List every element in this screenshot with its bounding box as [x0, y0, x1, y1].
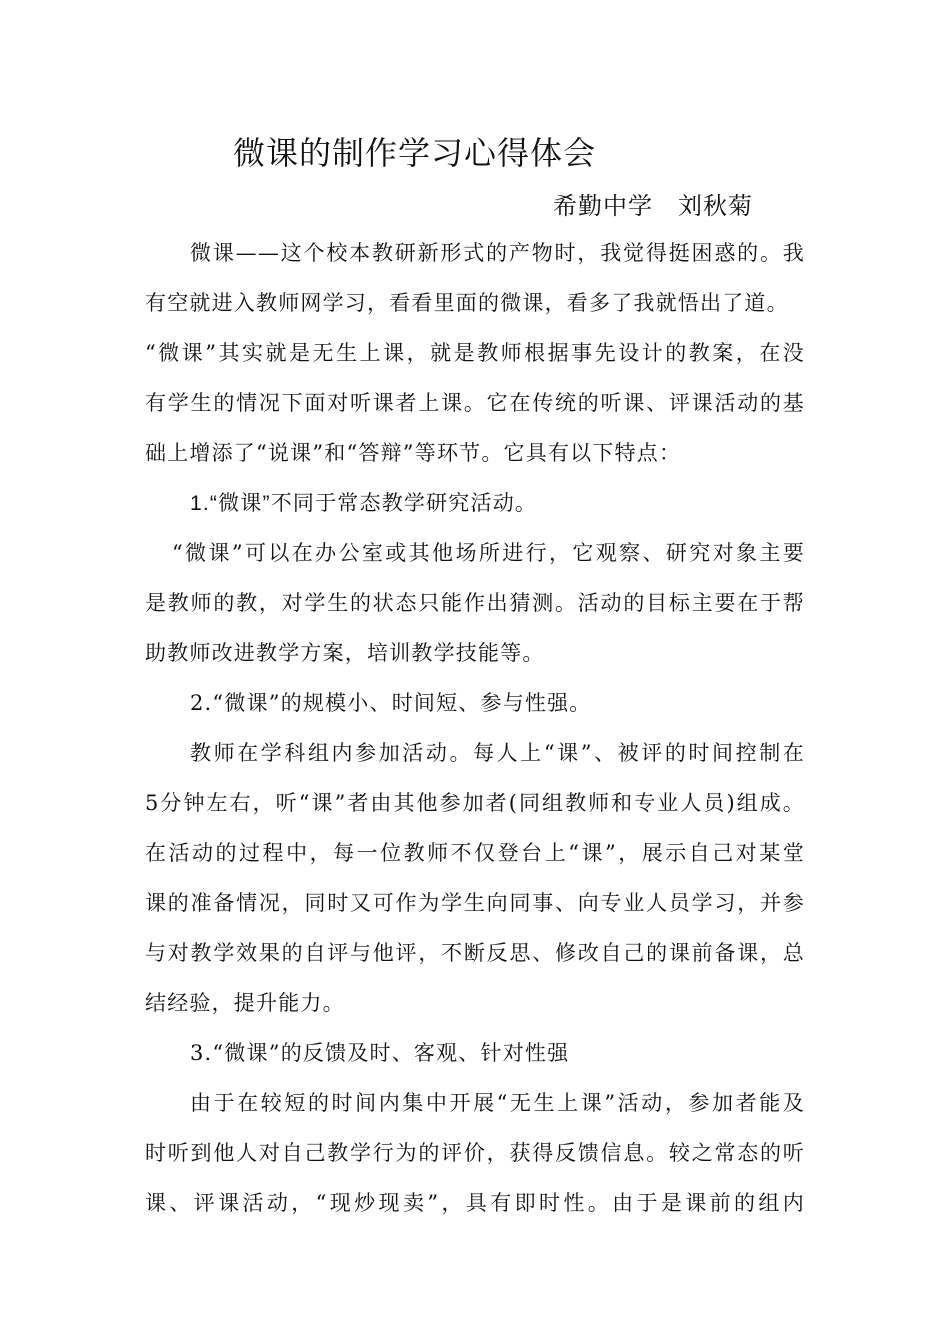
body-line: 5分钟左右，听“课”者由其他参加者(同组教师和专业人员)组成。 [145, 791, 805, 815]
body-line: 微课——这个校本教研新形式的产物时，我觉得挺困惑的。我 [190, 241, 805, 265]
body-line: 有学生的情况下面对听课者上课。它在传统的听课、评课活动的基 [145, 391, 805, 415]
body-line: 课、评课活动，“现炒现卖”，具有即时性。由于是课前的组内 [145, 1191, 805, 1215]
body-line: 助教师改进教学方案，培训教学技能等。 [145, 641, 545, 665]
section-heading-3: 3.“微课”的反馈及时、客观、针对性强 [190, 1041, 570, 1065]
body-line: 课的准备情况，同时又可作为学生向同事、向专业人员学习，并参 [145, 891, 805, 915]
body-line: 是教师的教，对学生的状态只能作出猜测。活动的目标主要在于帮 [145, 591, 805, 615]
body-line: 础上增添了“说课”和“答辩”等环节。它具有以下特点： [145, 441, 682, 465]
body-line: 在活动的过程中，每一位教师不仅登台上“课”，展示自己对某堂 [145, 841, 805, 865]
body-line: “微课”可以在办公室或其他场所进行，它观察、研究对象主要 [172, 541, 805, 565]
section-heading-2: 2.“微课”的规模小、时间短、参与性强。 [190, 691, 592, 715]
body-line: 与对教学效果的自评与他评，不断反思、修改自己的课前备课，总 [145, 941, 805, 965]
body-line: 时听到他人对自己教学行为的评价，获得反馈信息。较之常态的听 [145, 1141, 805, 1165]
body-line: 有空就进入教师网学习，看看里面的微课，看多了我就悟出了道。 [145, 291, 789, 315]
body-line: 由于在较短的时间内集中开展“无生上课”活动，参加者能及 [190, 1091, 805, 1115]
author-line: 希勤中学 刘秋菊 [553, 192, 753, 220]
body-line: 教师在学科组内参加活动。每人上“课”、被评的时间控制在 [190, 741, 805, 765]
body-line: 结经验，提升能力。 [145, 991, 345, 1015]
document-title: 微课的制作学习心得体会 [233, 134, 597, 172]
section-heading-1: 1.“微课”不同于常态教学研究活动。 [190, 492, 538, 515]
body-line: “微课”其实就是无生上课，就是教师根据事先设计的教案，在没 [145, 341, 805, 365]
